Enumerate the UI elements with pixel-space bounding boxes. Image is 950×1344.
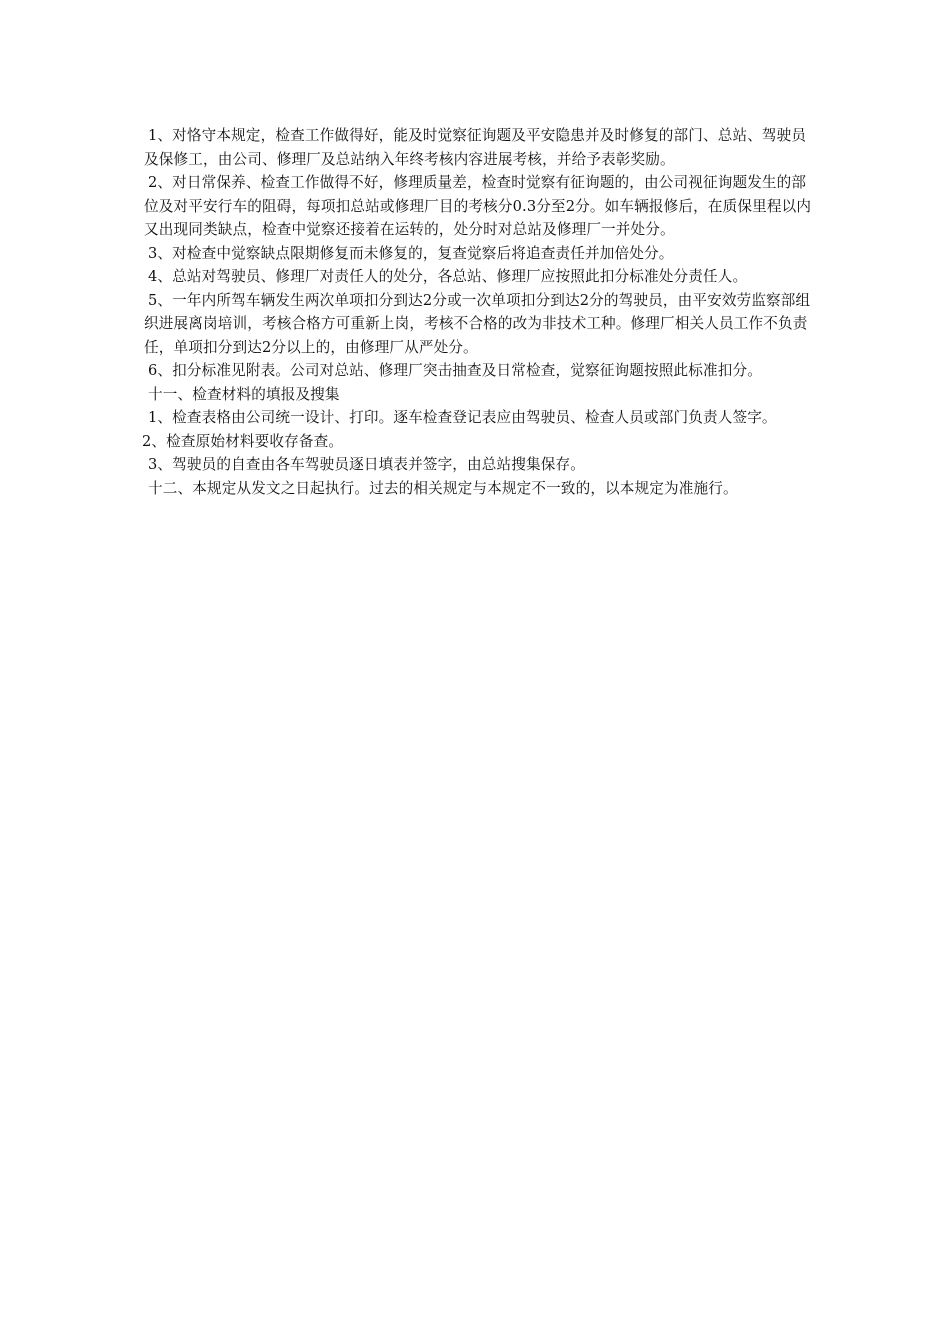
paragraph-inspection-forms: 1、检查表格由公司统一设计、打印。逐车检查登记表应由驾驶员、检查人员或部门负责人签字。: [148, 409, 777, 426]
paragraph-driver-self-check: 3、驾驶员的自查由各车驾驶员逐日填表并签字，由总站搜集保存。: [148, 456, 586, 473]
paragraph-reward: 1、对恪守本规定，检查工作做得好，能及时觉察征询题及平安隐患并及时修复的部门、总站、驾驶员及保修工，由公司、修理厂及总站纳入年终考核内容进展考核，并给予表彰奖励。: [144, 127, 807, 168]
paragraph-poor-maintenance: 2、对日常保养、检查工作做得不好，修理质量差，检查时觉察有征询题的，由公司视征询题发生的部位及对平安行车的阻碍，每项扣总站或修理厂目的考核分0.3分至2分。如车辆报修后，在质保里程以内又出现同类缺点，检查中觉察还接着在运转的，处分时对总站及修理厂一并处分。: [144, 174, 812, 238]
paragraph-original-materials: 2、检查原始材料要收存备查。: [142, 432, 344, 450]
section-heading-twelve: 十二、本规定从发文之日起执行。过去的相关规定与本规定不一致的，以本规定为准施行。: [148, 479, 738, 497]
paragraph-deduction-standard: 6、扣分标准见附表。公司对总站、修理厂突击抽查及日常检查，觉察征询题按照此标准扣分。: [148, 362, 762, 379]
section-heading-eleven: 十一、检查材料的填报及搜集: [148, 385, 340, 403]
paragraph-station-penalty: 4、总站对驾驶员、修理厂对责任人的处分，各总站、修理厂应按照此扣分标准处分责任人。: [148, 268, 748, 285]
document-body: [144, 124, 816, 500]
paragraph-driver-training: 5、一年内所驾车辆发生两次单项扣分到达2分或一次单项扣分到达2分的驾驶员，由平安效劳监察部组织进展离岗培训，考核合格方可重新上岗，考核不合格的改为非技术工种。修理厂相关人员工作不负责任，单项扣分到达2分以上的，由修理厂从严处分。: [144, 291, 811, 356]
paragraph-unrepaired-defects: 3、对检查中觉察缺点限期修复而未修复的，复查觉察后将追查责任并加倍处分。: [148, 244, 674, 262]
